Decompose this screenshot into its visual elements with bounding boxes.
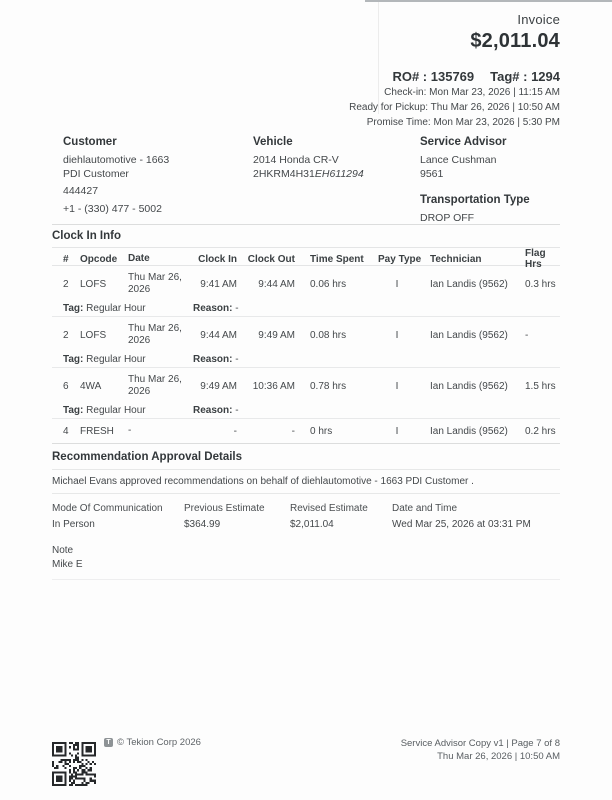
col-header-time-spent: Time Spent xyxy=(310,253,364,265)
recommendation-section xyxy=(52,443,560,580)
previous-estimate: Previous Estimate $364.99 xyxy=(184,503,265,530)
service-advisor-block xyxy=(420,136,570,226)
transportation-value: DROP OFF xyxy=(420,212,475,224)
copyright-line xyxy=(104,737,201,748)
table-tag-row: Tag: Regular Hour Reason: - xyxy=(52,302,560,317)
customer-phone: +1 - (330) 477 - 5002 xyxy=(63,202,162,215)
scan-artifact-top-edge xyxy=(365,0,612,2)
clock-in-section xyxy=(52,224,560,443)
vehicle-heading: Vehicle xyxy=(253,136,293,148)
col-header-clock-out: Clock Out xyxy=(247,253,295,265)
approval-statement: Michael Evans approved recommendations on behalf of diehlautomotive - 1663 PDI Customer . xyxy=(52,470,560,494)
vehicle-vin: 2HKRM4H31EH611294 xyxy=(253,167,364,180)
customer-block xyxy=(63,136,243,216)
ro-tag-line xyxy=(349,69,560,84)
tekion-logo-icon: T xyxy=(104,738,113,747)
col-header-num: # xyxy=(63,253,69,265)
service-advisor-id: 9561 xyxy=(420,167,444,180)
col-header-technician: Technician xyxy=(430,253,482,265)
tag-number: Tag# : 1294 xyxy=(490,69,560,84)
clock-table-header-row xyxy=(52,247,560,270)
note-value: Mike E xyxy=(52,559,83,570)
invoice-label: Invoice xyxy=(517,12,560,27)
footer-page-info xyxy=(401,737,560,763)
ready-for-pickup-time: Ready for Pickup: Thu Mar 26, 2026 | 10:50 AM xyxy=(349,102,560,113)
checkin-time: Check-in: Mon Mar 23, 2026 | 11:15 AM xyxy=(384,87,560,98)
revised-estimate: Revised Estimate $2,011.04 xyxy=(290,503,368,530)
customer-name-line1: diehlautomotive - 1663 xyxy=(63,154,170,166)
transportation-heading: Transportation Type xyxy=(420,194,530,206)
table-tag-row: Tag: Regular Hour Reason: - xyxy=(52,353,560,368)
table-row: 2 LOFS Thu Mar 26, 2026 9:44 AM 9:49 AM 0.08 hrs I Ian Landis (9562) - xyxy=(63,323,529,346)
col-header-clock-in: Clock In xyxy=(198,253,237,265)
copy-version-page: Service Advisor Copy v1 | Page 7 of 8 xyxy=(400,738,560,749)
approval-note xyxy=(52,544,560,580)
col-header-pay-type: Pay Type xyxy=(378,253,422,265)
clock-in-title: Clock In Info xyxy=(52,230,121,242)
col-header-flag-hrs: Flag Hrs xyxy=(525,248,546,270)
table-tag-row: Tag: Regular Hour Reason: - xyxy=(52,404,560,419)
copyright-text: © Tekion Corp 2026 xyxy=(117,737,201,748)
approval-date-time: Date and Time Wed Mar 25, 2026 at 03:31 PM xyxy=(392,503,531,530)
col-header-date: Date xyxy=(128,253,150,264)
qr-code-image xyxy=(52,742,96,786)
table-row: 6 4WA Thu Mar 26, 2026 9:49 AM 10:36 AM 0.78 hrs I Ian Landis (9562) 1.5 hrs xyxy=(63,374,556,397)
service-advisor-name: Lance Cushman xyxy=(420,154,497,166)
table-row: 2 LOFS Thu Mar 26, 2026 9:41 AM 9:44 AM 0.06 hrs I Ian Landis (9562) 0.3 hrs xyxy=(63,272,556,295)
invoice-total-amount: $2,011.04 xyxy=(470,30,560,52)
approval-details-grid xyxy=(52,494,560,531)
print-timestamp: Thu Mar 26, 2026 | 10:50 AM xyxy=(437,751,560,762)
recommendation-title: Recommendation Approval Details xyxy=(52,443,560,470)
mode-of-communication: Mode Of Communication In Person xyxy=(52,503,163,530)
service-advisor-heading: Service Advisor xyxy=(420,136,507,148)
customer-number: 444427 xyxy=(63,185,99,197)
customer-name-line2: PDI Customer xyxy=(63,167,129,180)
customer-heading: Customer xyxy=(63,136,117,148)
promise-time: Promise Time: Mon Mar 23, 2026 | 5:30 PM xyxy=(366,117,560,128)
ro-number: RO# : 135769 xyxy=(392,69,475,84)
vehicle-model: 2014 Honda CR-V xyxy=(253,154,339,166)
transportation-block xyxy=(420,194,570,226)
invoice-header xyxy=(349,12,560,129)
vehicle-block xyxy=(253,136,413,181)
table-row: 4 FRESH - - - 0 hrs I Ian Landis (9562) 0.2 hrs xyxy=(63,425,556,437)
col-header-opcode: Opcode xyxy=(80,253,118,265)
note-label: Note xyxy=(52,545,74,556)
clock-in-table xyxy=(52,247,560,443)
